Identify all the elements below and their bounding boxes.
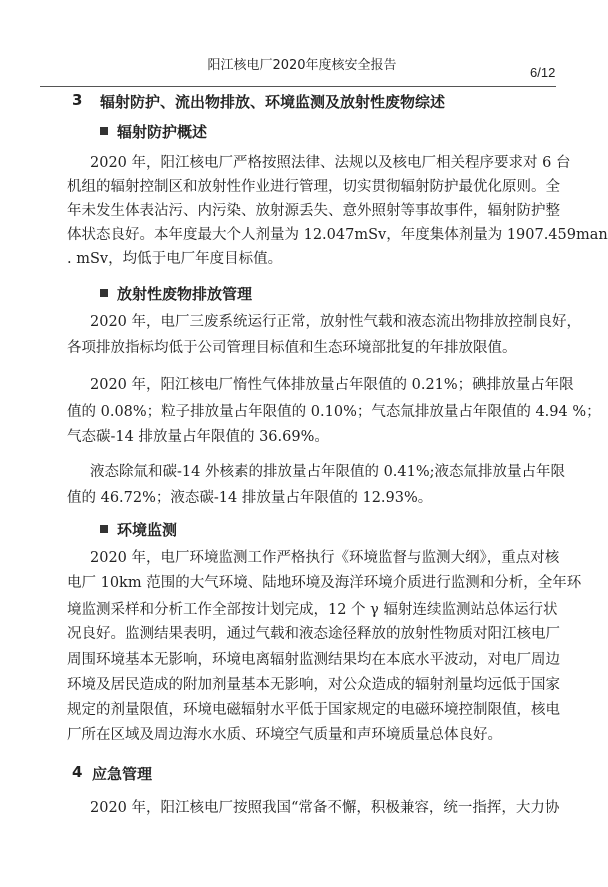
section-title: 应急管理 xyxy=(92,765,153,783)
square-bullet-icon xyxy=(100,525,108,533)
paragraph-line: 电厂 10km 范围的大气环境、陆地环境及海洋环境介质进行监测和分析，全年环 xyxy=(67,575,582,591)
paragraph-line: 2020 年，阳江核电厂惰性气体排放量占年限值的 0.21%；碘排放量占年限 xyxy=(90,377,574,393)
paragraph-line: 体状态良好。本年度最大个人剂量为 12.047mSv，年度集体剂量为 1907.459man xyxy=(67,227,608,243)
paragraph-line: 气态碳-14 排放量占年限值的 36.69%。 xyxy=(67,429,329,445)
paragraph-line: 液态除氚和碳-14 外核素的排放量占年限值的 0.41%;液态氚排放量占年限 xyxy=(90,464,566,480)
paragraph-line: 2020 年，电厂三废系统运行正常，放射性气载和液态流出物排放控制良好， xyxy=(90,314,582,330)
header-rule xyxy=(40,86,556,87)
paragraph-line: 规定的剂量限值，环境电磁辐射水平低于国家规定的电磁环境控制限值，核电 xyxy=(67,702,560,718)
paragraph-line: 周围环境基本无影响，环境电离辐射监测结果均在本底水平波动，对电厂周边 xyxy=(67,652,560,668)
paragraph-line: 环境及居民造成的附加剂量基本无影响，对公众造成的辐射剂量均远低于国家 xyxy=(67,677,560,693)
paragraph-line: 机组的辐射控制区和放射性作业进行管理，切实贯彻辐射防护最优化原则。全 xyxy=(67,179,560,195)
paragraph-line: 值的 0.08%；粒子排放量占年限值的 0.10%；气态氚排放量占年限值的 4.94 %； xyxy=(67,404,601,420)
paragraph-line: 2020 年，电厂环境监测工作严格执行《环境监督与监测大纲》，重点对核 xyxy=(90,550,560,566)
paragraph-line: 况良好。监测结果表明，通过气载和液态途径释放的放射性物质对阳江核电厂 xyxy=(67,626,560,642)
paragraph-line: 2020 年，阳江核电厂按照我国“常备不懈，积极兼容，统一指挥，大力协 xyxy=(90,800,560,816)
paragraph-line: . mSv，均低于电厂年度目标值。 xyxy=(67,251,283,267)
paragraph-line: 2020 年，阳江核电厂严格按照法律、法规以及核电厂相关程序要求对 6 台 xyxy=(90,155,571,171)
paragraph-line: 年未发生体表沾污、内污染、放射源丢失、意外照射等事故事件，辐射防护整 xyxy=(67,203,560,219)
paragraph-line: 境监测采样和分析工作全部按计划完成，12 个 γ 辐射连续监测站总体运行状 xyxy=(67,602,558,618)
section-title: 辐射防护、流出物排放、环境监测及放射性废物综述 xyxy=(100,93,446,111)
subsection-title: 环境监测 xyxy=(117,521,178,539)
paragraph-line: 值的 46.72%；液态碳-14 排放量占年限值的 12.93%。 xyxy=(67,490,433,506)
paragraph-line: 厂所在区域及周边海水水质、环境空气质量和声环境质量总体良好。 xyxy=(67,727,502,743)
subsection-title: 放射性废物排放管理 xyxy=(117,285,253,303)
paragraph-line: 各项排放指标均低于公司管理目标值和生态环境部批复的年排放限值。 xyxy=(67,340,517,356)
section-number: 3 xyxy=(72,91,83,109)
subsection-title: 辐射防护概述 xyxy=(117,123,208,141)
section-number: 4 xyxy=(72,763,83,781)
square-bullet-icon xyxy=(100,289,108,297)
page-number: 6/12 xyxy=(530,65,556,80)
running-header: 阳江核电厂2020年度核安全报告 xyxy=(207,58,397,73)
square-bullet-icon xyxy=(100,127,108,135)
